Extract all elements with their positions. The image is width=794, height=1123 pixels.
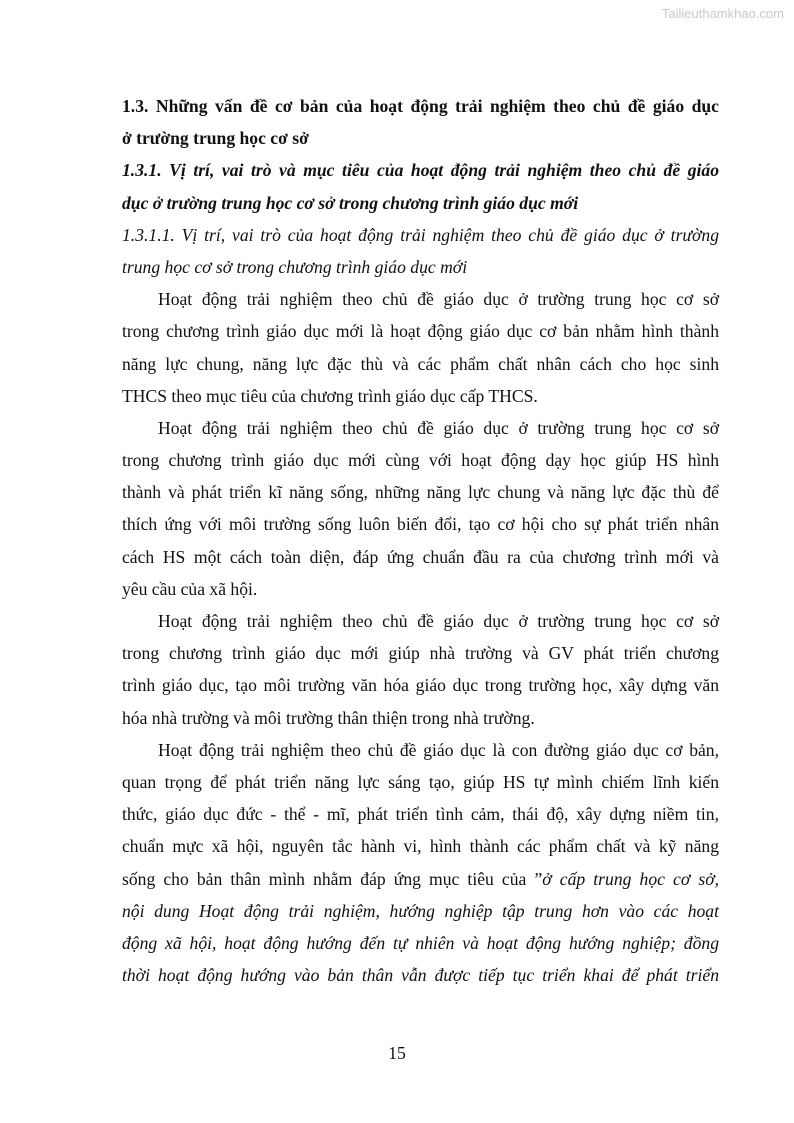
subsection-heading: 1.3.1. Vị trí, vai trò và mục tiêu của hoạt động trải nghiệm theo chủ đề giáo <box>122 160 719 181</box>
watermark: Tailieuthamkhao.com <box>661 6 784 21</box>
section-heading: ở trường trung học cơ sở <box>122 128 309 149</box>
paragraph-line: Hoạt động trải nghiệm theo chủ đề giáo dục là con đường giáo dục cơ bản, <box>158 739 719 760</box>
plain-text: sống cho bản thân mình nhằm đáp ứng mục tiêu của ” <box>122 868 543 889</box>
subsubsection-heading: trung học cơ sở trong chương trình giáo dục mới <box>122 256 468 277</box>
paragraph-line: trình giáo dục, tạo môi trường văn hóa giáo dục trong trường học, xây dựng văn <box>122 675 719 696</box>
quote-line: động xã hội, hoạt động hướng đến tự nhiên và hoạt động hướng nghiệp; đồng <box>122 932 719 953</box>
paragraph-line: THCS theo mục tiêu của chương trình giáo dục cấp THCS. <box>122 385 538 406</box>
paragraph-line: Hoạt động trải nghiệm theo chủ đề giáo dục ở trường trung học cơ sở <box>158 417 719 438</box>
paragraph-line: thức, giáo dục đức - thể - mĩ, phát triển tình cảm, thái độ, xây dựng niềm tin, <box>122 804 719 825</box>
paragraph-line: trong chương trình giáo dục mới giúp nhà trường và GV phát triển chương <box>122 643 719 664</box>
quote-line: nội dung Hoạt động trải nghiệm, hướng nghiệp tập trung hơn vào các hoạt <box>122 900 719 921</box>
subsubsection-heading: 1.3.1.1. Vị trí, vai trò của hoạt động trải nghiệm theo chủ đề giáo dục ở trường <box>122 224 719 245</box>
quote-line: thời hoạt động hướng vào bản thân vẫn được tiếp tục triển khai để phát triển <box>122 965 719 986</box>
subsection-heading: dục ở trường trung học cơ sở trong chương trình giáo dục mới <box>122 192 579 213</box>
paragraph-line: Hoạt động trải nghiệm theo chủ đề giáo dục ở trường trung học cơ sở <box>158 611 719 631</box>
paragraph-line: Hoạt động trải nghiệm theo chủ đề giáo dục ở trường trung học cơ sở <box>158 289 719 310</box>
quote-text: ở cấp trung học cơ sở, <box>542 868 719 889</box>
paragraph-line <box>122 863 719 895</box>
paragraph-line: yêu cầu của xã hội. <box>122 578 258 599</box>
paragraph-line: năng lực chung, năng lực đặc thù và các phẩm chất nhân cách cho học sinh <box>122 353 719 374</box>
paragraph-line: chuẩn mực xã hội, nguyên tắc hành vi, hình thành các phẩm chất và kỹ năng <box>122 836 719 857</box>
paragraph-line: thành và phát triển kĩ năng sống, những năng lực chung và năng lực đặc thù để <box>122 482 719 503</box>
paragraph-line: thích ứng với môi trường sống luôn biến đổi, tạo cơ hội cho sự phát triển nhân <box>122 514 719 535</box>
paragraph-line: trong chương trình giáo dục mới cùng với hoạt động dạy học giúp HS hình <box>122 450 719 471</box>
paragraph-line: trong chương trình giáo dục mới là hoạt động giáo dục cơ bản nhằm hình thành <box>122 321 719 342</box>
page-number: 15 <box>388 1043 406 1063</box>
paragraph-line: quan trọng để phát triển năng lực sáng tạo, giúp HS tự mình chiếm lĩnh kiến <box>122 771 719 792</box>
document-body <box>122 90 719 991</box>
section-heading: 1.3. Những vấn đề cơ bản của hoạt động trải nghiệm theo chủ đề giáo dục <box>122 96 719 116</box>
paragraph-line: hóa nhà trường và môi trường thân thiện trong nhà trường. <box>122 707 535 728</box>
paragraph-line: cách HS một cách toàn diện, đáp ứng chuẩn đầu ra của chương trình mới và <box>122 546 719 567</box>
